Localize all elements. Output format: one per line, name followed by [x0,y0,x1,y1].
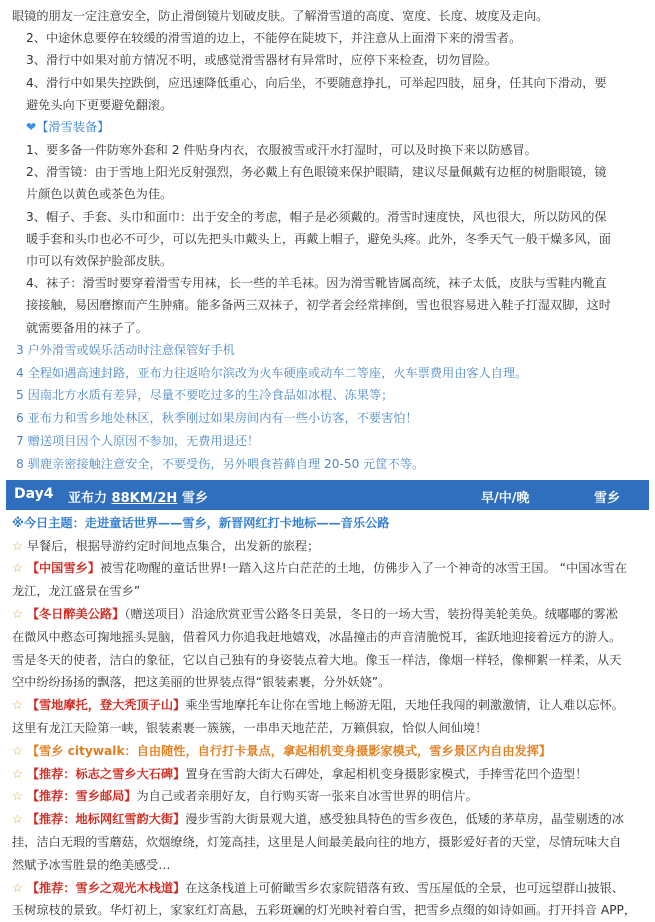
note-line: 3 户外滑雪或娱乐活动时注意保管好手机 [16,342,235,357]
star-icon: ☆ [12,561,27,576]
safety-line-3: 3、滑行中如果对前方情况不明，或感觉滑雪器材有异常时，应停下来检查，切勿冒险。 [26,53,497,68]
equipment-line: 3、帽子、手套、头巾和面巾：出于安全的考虑，帽子是必须戴的。滑雪时速度快，风也很大，所以防风的保 [26,209,607,224]
itinerary-item [12,785,645,808]
equipment-line: 巾可以有效保护脸部皮肤。 [26,254,173,269]
star-icon: ☆ [12,766,27,781]
safety-line-4: 4、滑行中如果失控跌倒，应迅速降低重心，向后坐，不要随意挣扎，可举起四肢，屈身，任其向下滑动，要 [26,75,607,90]
item-title: 【推荐：地标网红雪韵大街】 [26,812,186,827]
equipment-line: 4、袜子：滑雪时要穿着滑雪专用袜，长一些的羊毛袜。因为滑雪靴皆属高统，袜子太低，皮肤与雪鞋内靴直 [26,276,607,291]
document-page [0,5,655,918]
route-prefix: 亚布力 [68,490,112,506]
equipment-line: 就需要备用的袜子了。 [26,320,148,335]
note-line: 6 亚布力和雪乡地处林区，秋季刚过如果房间内有一些小访客，不要害怕！ [16,411,418,426]
star-icon: ☆ [12,812,27,827]
item-text: 置身在雪韵大街大石碑处，拿起相机变身摄影家模式，手捧雪花凹个造型！ [185,766,588,781]
item-continuation: 挂，洁白无瑕的雪蘑菇，炊烟缭绕，灯笼高挂，这里是人间最美最向往的地方，摄影爱好者的天堂，尽情玩味大自 [12,834,622,849]
equipment-line: 暖手套和头巾也必不可少，可以先把头巾戴头上，再戴上帽子，避免头疼。此外，冬季天气一般干燥多风，面 [26,231,611,246]
note-line: 7 赠送项目因个人原因不参加，无费用退还！ [16,434,260,449]
day-header-bar [6,480,649,510]
itinerary-item [12,535,645,558]
itinerary-item [12,808,645,831]
item-title: 【冬日醉美公路】 [26,607,125,622]
route-distance: 88KM/2H [111,490,178,506]
item-continuation: 玉树琼枝的景致。华灯初上，家家红灯高悬，五彩斑斓的灯光映衬着白雪，把雪乡点缀的如诗如画。打开抖音 APP， [12,903,637,918]
item-text: 为自己或者亲朋好友，自行购买寄一张来自冰雪世界的明信片。 [136,789,478,804]
day-hotel: 雪乡 [594,490,621,506]
item-text: 被雪花吻醒的童话世界!一踏入这片白茫茫的土地，仿佛步入了一个神奇的冰雪王国。 “中国冰雪在 [99,561,627,576]
star-icon: ☆ [12,743,27,758]
item-continuation: 龙江，龙江盛景在雪乡” [12,584,141,599]
itinerary-items [12,535,645,922]
route-suffix: 雪乡 [177,490,208,506]
equipment-line: 接接触，易因磨擦而产生肿痛。能多备两三双袜子，初学者会经常摔倒，雪也很容易进入鞋子打湿双脚，这时 [26,298,611,313]
item-title: 【推荐：标志之雪乡大石碑】 [26,766,186,781]
item-title: 【雪地摩托，登大秃顶子山】 [26,698,186,713]
item-continuation: 然赋予冰雪胜景的绝美感受… [12,857,171,872]
item-text: 乘坐雪地摩托车让你在雪地上畅游无阻，天地任我闯的刺激激情，让人难以忘怀。 [185,698,624,713]
equipment-line: 片颜色以黄色或茶色为佳。 [26,187,173,202]
heart-icon: ❤ [26,120,37,135]
equipment-heading-text: 【滑雪装备】 [36,120,110,135]
itinerary-item [12,740,645,763]
day-route [68,487,208,506]
item-continuation: 空中纷纷扬扬的飘落，把这美丽的世界装点得“银装素裹，分外妖娆”。 [12,675,391,690]
day-label: Day4 [14,485,54,502]
item-title: 【推荐：雪乡邮局】 [26,789,137,804]
item-continuation: 雪是冬天的使者，洁白的象征，它以自己独有的身姿装点着大地。像玉一样洁，像烟一样轻，像柳絮一样柔，从天 [12,652,622,667]
day-theme: ※今日主题：走进童话世界——雪乡，新晋网红打卡地标——音乐公路 [12,515,390,530]
itinerary-item [12,694,645,717]
equipment-heading [12,116,645,139]
safety-line-5: 避免头向下更要避免翻滚。 [26,97,173,112]
star-icon: ☆ [12,538,27,553]
star-icon: ☆ [12,698,27,713]
equipment-line: 2、滑雪镜：由于雪地上阳光反射强烈，务必戴上有色眼镜来保护眼睛，建议尽量佩戴有边框的树脂眼镜，镜 [26,165,607,180]
safety-line-2: 2、中途休息要停在较缓的滑雪道的边上，不能停在陡坡下，并注意从上面滑下来的滑雪者。 [26,31,522,46]
item-text: （赠送项目）沿途欣赏亚雪公路冬日美景，冬日的一场大雪，装扮得美轮美奂。绒嘟嘟的雾凇 [124,607,618,622]
note-line: 8 驯鹿亲密接触注意安全，不要受伤，另外喂食苔藓自理 20-50 元筐不等。 [16,456,425,471]
itinerary-item [12,603,645,626]
item-text: 在这条栈道上可俯瞰雪乡农家院错落有致、雪压屋低的全景，也可远望群山披银、 [185,880,624,895]
item-title: 【雪乡 citywalk：自由随性，自行打卡景点，拿起相机变身摄影家模式，雪乡景区内自由发挥】 [26,743,552,758]
equipment-line: 1、要多备一件防寒外套和 2 件贴身内衣，衣服被雪或汗水打湿时，可以及时换下来以防感冒。 [26,143,537,158]
itinerary-item [12,557,645,580]
itinerary-item [12,877,645,900]
note-line: 5 因南北方水质有差异，尽量不要吃过多的生冷食品如冰棍、冻果等； [16,388,394,403]
note-line: 4 全程如遇高速封路，亚布力往返哈尔滨改为火车硬座或动车二等座，火车票费用由客人自理。 [16,365,528,380]
itinerary-item [12,763,645,786]
item-text: 早餐后，根据导游约定时间地点集合，出发新的旅程； [26,538,320,553]
item-text: 漫步雪韵大街景观大道，感受独具特色的雪乡夜色，低矮的茅草房，晶莹剔透的冰 [185,812,624,827]
item-continuation: 这里有龙江天险第一峡，银装素裹一簇簇，一串串天地茫茫，万籁俱寂，恰似人间仙境！ [12,721,488,735]
star-icon: ☆ [12,789,27,804]
day-meals: 早/中/晚 [481,490,530,506]
item-continuation: 在微风中憨态可掬地摇头晃脑，借着风力你追我赶地嬉戏，冰晶撞击的声音清脆悦耳，雀跃地迎接着远方的游人。 [12,629,622,644]
item-title: 【推荐：雪乡之观光木栈道】 [26,880,186,895]
star-icon: ☆ [12,607,27,622]
star-icon: ☆ [12,880,27,895]
item-title: 【中国雪乡】 [26,561,100,576]
safety-line-1: 眼镜的朋友一定注意安全，防止滑倒镜片划破皮肤。了解滑雪道的高度、宽度、长度、坡度及走向。 [12,9,549,23]
